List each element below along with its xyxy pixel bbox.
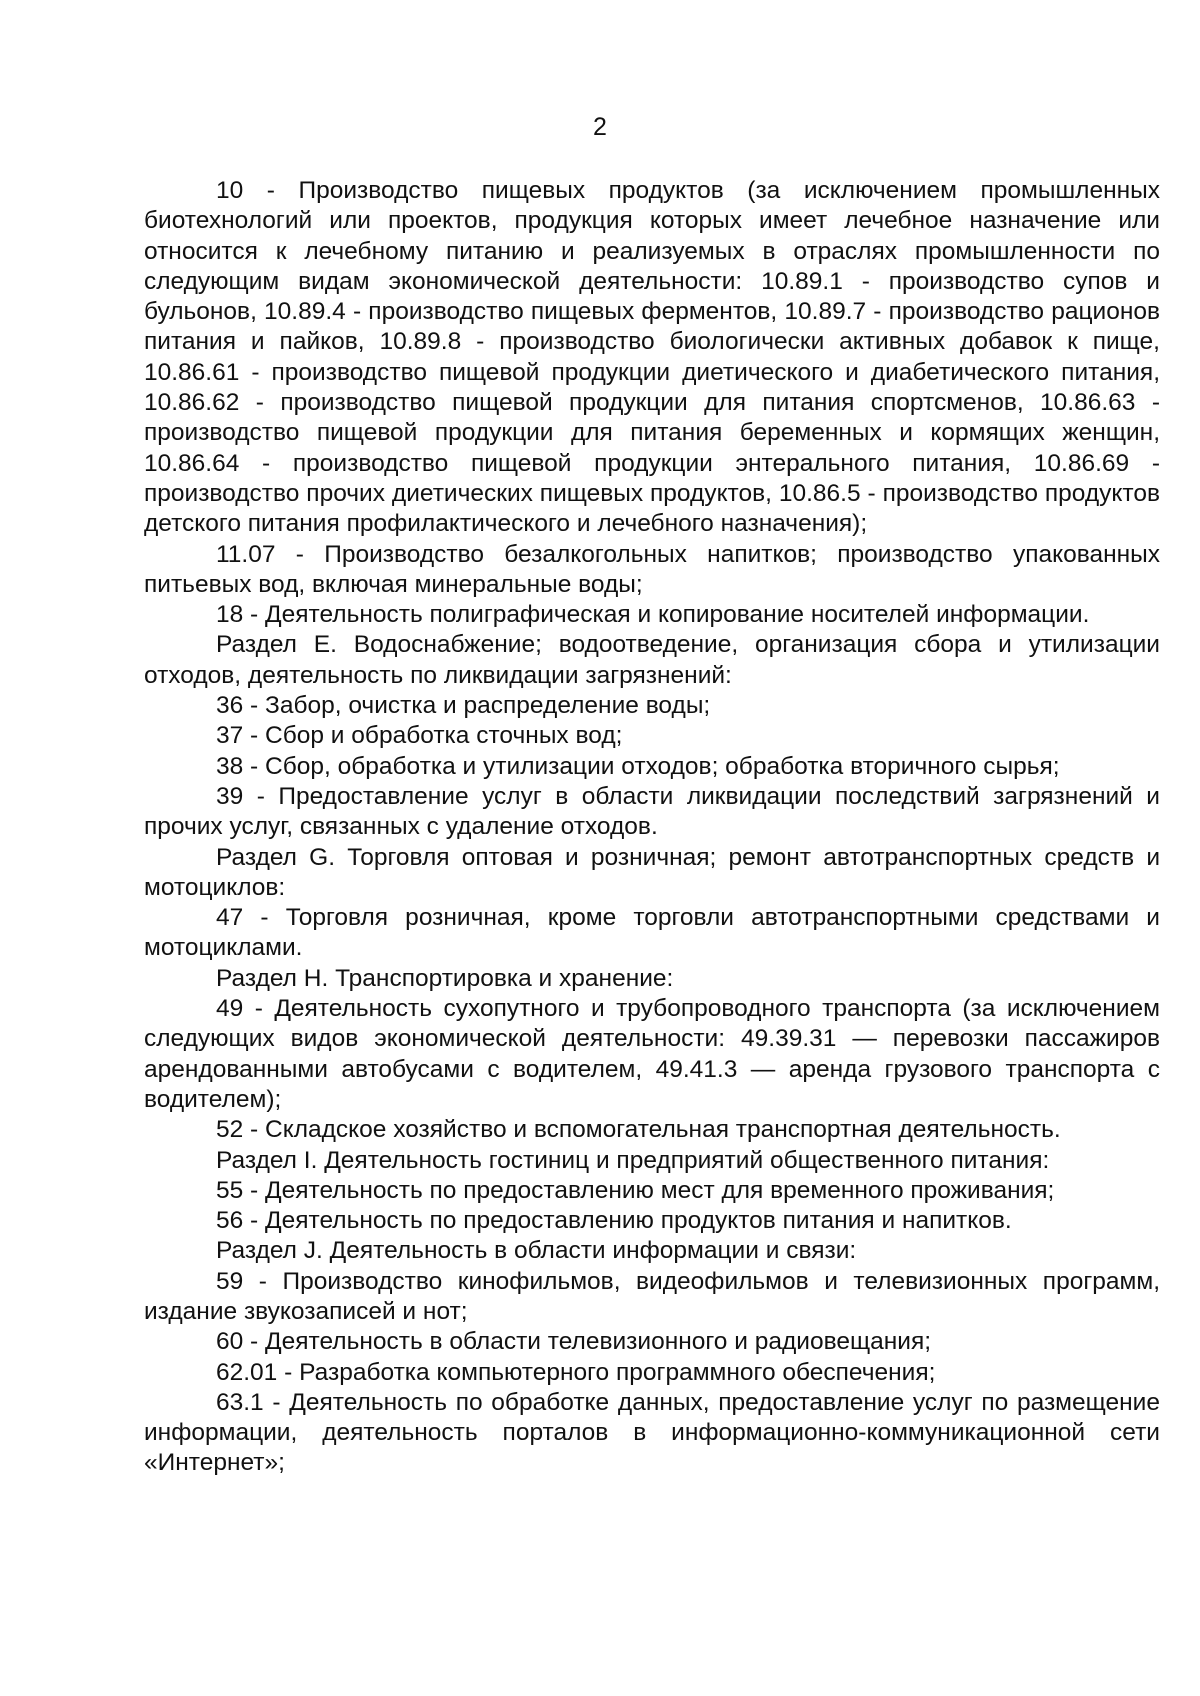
paragraph-49: 49 - Деятельность сухопутного и трубопроводного транспорта (за исключением следующих видов экономической деятельности: 49.39.31 — перевозки пассажиров арендованными автобусами с водителем, 49.41.3 — аренда грузового транспорта с водителем); bbox=[144, 995, 1160, 1113]
document-body bbox=[144, 176, 1160, 1479]
section-e-heading: Раздел Е. Водоснабжение; водоотведение, организация сбора и утилизации отходов, деятельность по ликвидации загрязнений: bbox=[144, 631, 1160, 689]
paragraph-56: 56 - Деятельность по предоставлению продуктов питания и напитков. bbox=[216, 1207, 1012, 1235]
paragraph-59: 59 - Производство кинофильмов, видеофильмов и телевизионных программ, издание звукозаписей и нот; bbox=[144, 1267, 1160, 1325]
paragraph-10: 10 - Производство пищевых продуктов (за исключением промышленных биотехнологий или проектов, продукция которых имеет лечебное назначение или относится к лечебному питанию и реализуемых в отраслях промышленности по следующим видам экономической деятельности: 10.89.1 - производство супов и бульонов, 10.89.4 - производство пищевых ферментов, 10.89.7 - производство рационов питания и пайков, 10.89.8 - производство биологически активных добавок к пище, 10.86.61 - производство пищевой продукции диетического и диабетического питания, 10.86.62 - производство пищевой продукции для питания спортсменов, 10.86.63 - производство пищевой продукции для питания беременных и кормящих женщин, 10.86.64 - производство пищевой продукции энтерального питания, 10.86.69 - производство прочих диетических пищевых продуктов, 10.86.5 - производство продуктов детского питания профилактического и лечебного назначения); bbox=[144, 177, 1160, 538]
section-g-heading: Раздел G. Торговля оптовая и розничная; ремонт автотранспортных средств и мотоциклов: bbox=[144, 843, 1160, 901]
paragraph-38: 38 - Сбор, обработка и утилизации отходов; обработка вторичного сырья; bbox=[216, 752, 1060, 780]
paragraph-18: 18 - Деятельность полиграфическая и копирование носителей информации. bbox=[216, 601, 1090, 629]
paragraph-39: 39 - Предоставление услуг в области ликвидации последствий загрязнений и прочих услуг, связанных с удаление отходов. bbox=[144, 782, 1160, 841]
page-number: 2 bbox=[593, 113, 607, 141]
paragraph-37: 37 - Сбор и обработка сточных вод; bbox=[216, 722, 623, 750]
paragraph-52: 52 - Складское хозяйство и вспомогательная транспортная деятельность. bbox=[216, 1116, 1061, 1144]
section-i-heading: Раздел I. Деятельность гостиниц и предприятий общественного питания: bbox=[216, 1146, 1050, 1174]
paragraph-47: 47 - Торговля розничная, кроме торговли автотранспортными средствами и мотоциклами. bbox=[144, 904, 1160, 962]
paragraph-36: 36 - Забор, очистка и распределение воды; bbox=[216, 692, 711, 720]
paragraph-60: 60 - Деятельность в области телевизионного и радиовещания; bbox=[216, 1328, 932, 1356]
section-j-heading: Раздел J. Деятельность в области информации и связи: bbox=[216, 1237, 857, 1265]
paragraph-11-07: 11.07 - Производство безалкогольных напитков; производство упакованных питьевых вод, включая минеральные воды; bbox=[144, 540, 1160, 598]
paragraph-63-1: 63.1 - Деятельность по обработке данных, предоставление услуг по размещение информации, деятельность порталов в информационно-коммуникационной сети «Интернет»; bbox=[144, 1388, 1160, 1477]
paragraph-62-01: 62.01 - Разработка компьютерного программного обеспечения; bbox=[216, 1358, 936, 1386]
section-h-heading: Раздел Н. Транспортировка и хранение: bbox=[216, 964, 674, 992]
paragraph-55: 55 - Деятельность по предоставлению мест для временного проживания; bbox=[216, 1176, 1055, 1204]
